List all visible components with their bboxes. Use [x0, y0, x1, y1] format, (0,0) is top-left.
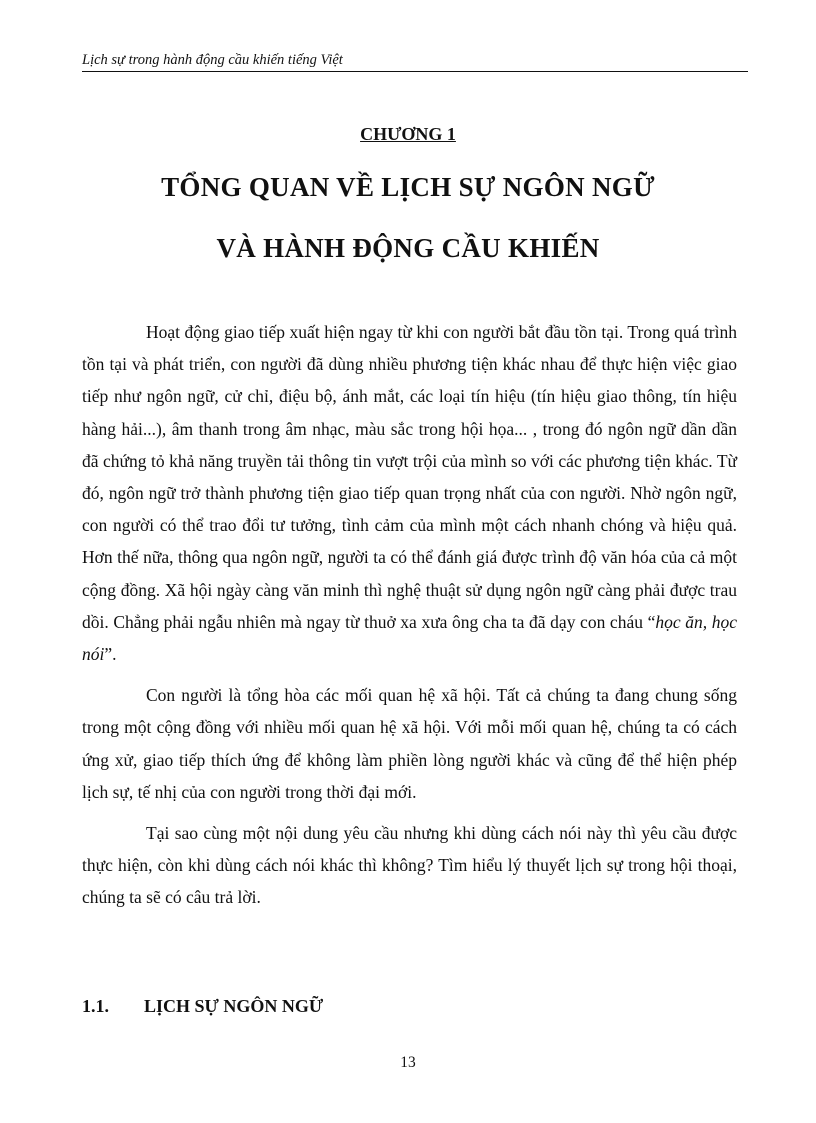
paragraph-1-text: Hoạt động giao tiếp xuất hiện ngay từ khi con người bắt đầu tồn tại. Trong quá trình tồn tại và phát triển, con người đã dùng nhiều phương tiện khác nhau để thực hiện việc giao tiếp như ngôn ngữ, cử chỉ, điệu bộ, ánh mắt, các loại tín hiệu (tín hiệu giao thông, tín hiệu hàng hải...), âm thanh trong âm nhạc, màu sắc trong hội họa... , trong đó ngôn ngữ dần dần đã chứng tỏ khả năng truyền tải thông tin vượt trội của mình so với các phương tiện khác. Từ đó, ngôn ngữ trở thành phương tiện giao tiếp quan trọng nhất của con người. Nhờ ngôn ngữ, con người có thể trao đổi tư tưởng, tình cảm của mình một cách nhanh chóng và hiệu quả. Hơn thế nữa, thông qua ngôn ngữ, người ta có thể đánh giá được trình độ văn hóa của cả một cộng đồng. Xã hội ngày càng văn minh thì nghệ thuật sử dụng ngôn ngữ càng phải được trau dồi. Chẳng phải ngẫu nhiên mà ngay từ thuở xa xưa ông cha ta đã dạy con cháu “	[82, 322, 737, 632]
body-text	[82, 316, 737, 914]
paragraph-2: Con người là tổng hòa các mối quan hệ xã hội. Tất cả chúng ta đang chung sống trong một cộng đồng với nhiều mối quan hệ xã hội. Với mỗi mối quan hệ, chúng ta có cách ứng xử, giao tiếp thích ứng để không làm phiền lòng người khác và cũng để thể hiện phép lịch sự, tế nhị của con người trong thời đại mới.	[82, 685, 737, 802]
chapter-label	[0, 124, 816, 145]
page-number: 13	[400, 1054, 416, 1071]
section-number: 1.1.	[82, 996, 109, 1016]
section-heading	[82, 996, 323, 1017]
chapter-label-text: CHƯƠNG 1	[360, 124, 456, 144]
paragraph-1	[82, 316, 737, 670]
chapter-title-line-2: VÀ HÀNH ĐỘNG CẦU KHIẾN	[216, 233, 600, 263]
running-header: Lịch sự trong hành động cầu khiến tiếng Việt	[82, 51, 748, 72]
paragraph-3: Tại sao cùng một nội dung yêu cầu nhưng khi dùng cách nói này thì yêu cầu được thực hiện, còn khi dùng cách nói khác thì không? Tìm hiểu lý thuyết lịch sự trong hội thoại, chúng ta sẽ có câu trả lời.	[82, 823, 737, 908]
paragraph-1-quote: học ăn, học nói	[82, 611, 737, 665]
paragraph-1-end: ”.	[104, 644, 117, 665]
section-title: LỊCH SỰ NGÔN NGỮ	[144, 996, 324, 1016]
chapter-title-line-1: TỔNG QUAN VỀ LỊCH SỰ NGÔN NGỮ	[161, 172, 655, 202]
